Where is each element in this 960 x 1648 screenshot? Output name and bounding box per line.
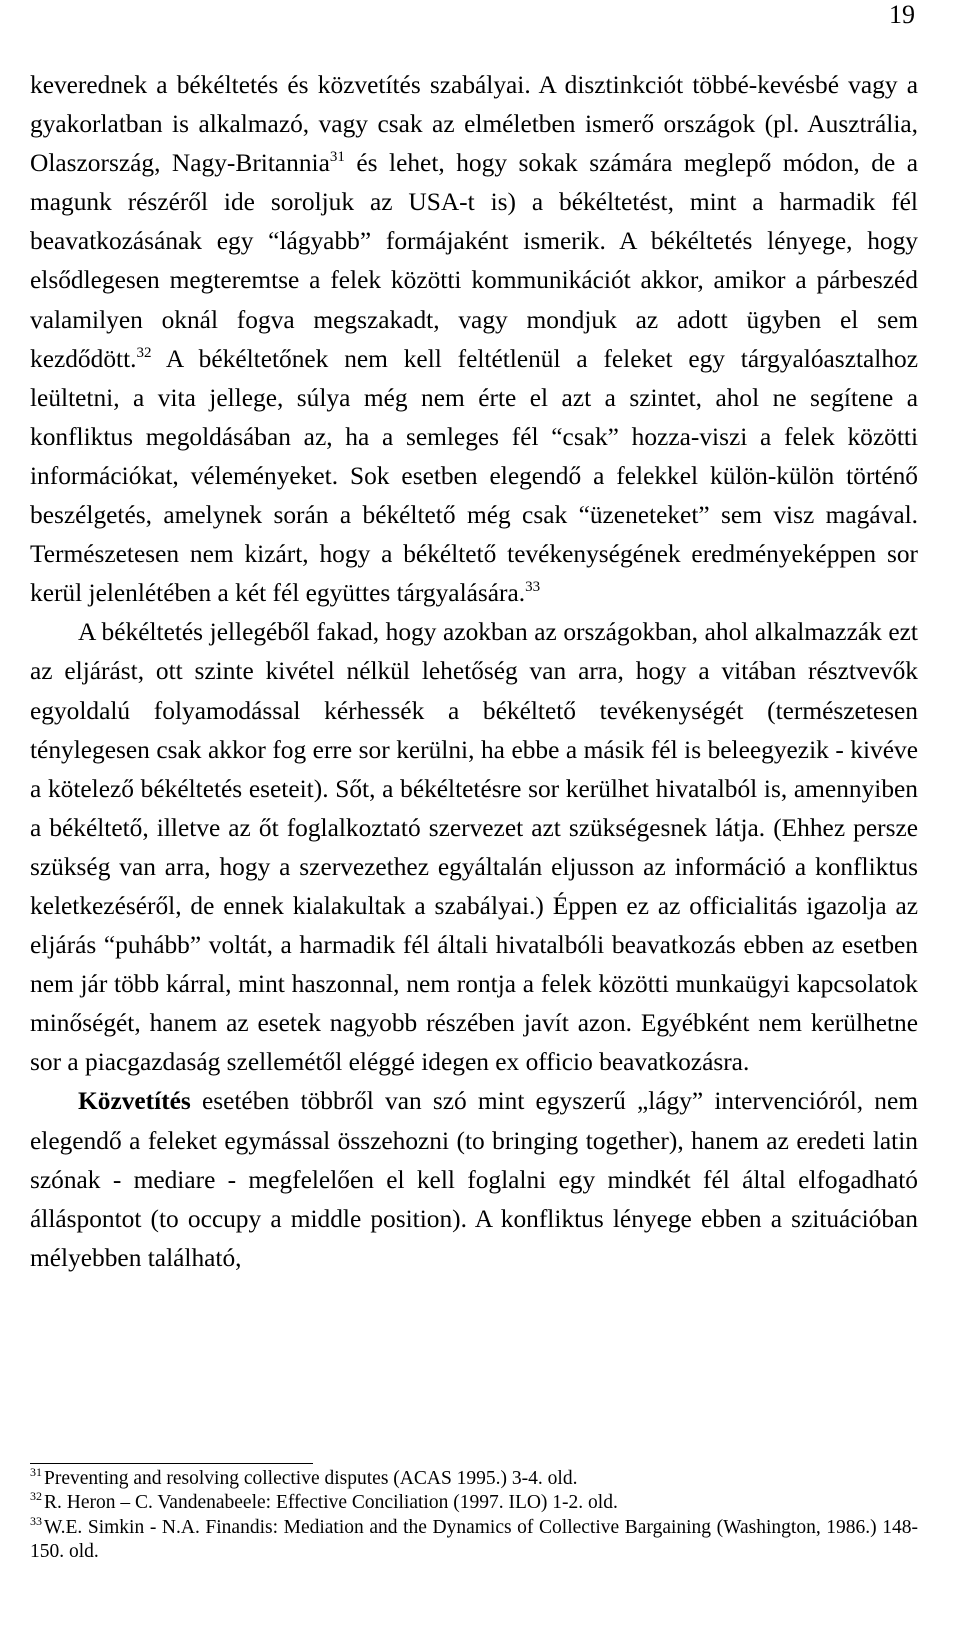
footnote-text: Preventing and resolving collective disputes (ACAS 1995.) 3-4. old.: [44, 1468, 578, 1489]
footnote-number: 33: [30, 1513, 42, 1528]
text-run: A békéltetőnek nem kell feltétlenül a feleket egy tárgyalóasztalhoz leültetni, a vita jellege, súlya még nem érte el azt a szintet, ahol ne segítene a konfliktus megoldásában az, ha a semleges fél “csak” hozza-viszi a felek közötti információkat, véleményeket. Sok esetben elegendő a felekkel külön-külön történő beszélgetés, amelynek során a békéltető még csak “üzeneteket” sem visz magával. Természetesen nem kizárt, hogy a békéltető tevékenységének eredményeképpen sor kerül jelenlétében a két fél együttes tárgyalására.: [30, 344, 918, 608]
bold-term: Közvetítés: [78, 1087, 191, 1116]
footnote-number: 31: [30, 1465, 42, 1479]
footnotes: [30, 1467, 918, 1564]
footnote-text: R. Heron – C. Vandenabeele: Effective Conciliation (1997. ILO) 1-2. old.: [44, 1492, 618, 1514]
text-run: és lehet, hogy sokak számára meglepő módon, de a magunk részéről ide soroljuk az USA-t is) a békéltetést, mint a harmadik fél beavatkozásának egy “lágyabb” formájaként ismerik. A békéltetés lényege, hogy elsődlegesen megteremtse a felek közötti kommunikációt akkor, amikor a párbeszéd valamilyen oknál fogva megszakadt, vagy mondjuk az adott ügyben el sem kezdődött.: [30, 149, 918, 373]
footnote-reference[interactable]: 31: [329, 149, 345, 166]
text-run: esetében többről van szó mint egyszerű „lágy” intervencióról, nem elegendő a feleket egymással összehozni (to bringing together), hanem az eredeti latin szónak - mediare - megfelelően el kell foglalni egy mindkét fél által elfogadható álláspontot (to occupy a middle position). A konfliktus lényege ebben a szituációban mélyebben található,: [30, 1087, 918, 1272]
footnote-separator: [30, 1463, 313, 1464]
footnote-number: 32: [30, 1489, 42, 1504]
footnote-reference[interactable]: 32: [136, 344, 152, 361]
text-run: A békéltetés jellegéből fakad, hogy azokban az országokban, ahol alkalmazzák ezt az eljárást, ott szinte kivétel nélkül lehetőség van arra, hogy a vitában résztvevők egyoldalú folyamodással kérhessék a békéltető tevékenységét (természetesen ténylegesen csak akkor fog erre sor kerülni, ha ebbe a másik fél is beleegyezik - kivéve a kötelező békéltetés eseteit). Sőt, a békéltetésre sor kerülhet hivatalból is, amennyiben a békéltető, illetve az őt foglalkoztató szervezet azt szükségesnek látja. (Ehhez persze szükség van arra, hogy a szervezethez egyáltalán eljusson az információ a konfliktus keletkezéséről, de ennek kialakultak a szabályai.) Éppen ez az officialitás igazolja az eljárás “puhább” voltát, a harmadik fél általi hivatalbóli beavatkozás ebben az esetben nem jár több kárral, mint haszonnal, nem rontja a felek közötti munkaügyi kapcsolatok minőségét, hanem az esetek nagyobb részében javít azon. Egyébként nem kerülhetne sor a piacgazdaság szellemétől eléggé idegen ex officio beavatkozásra.: [30, 618, 918, 1077]
body-text: [30, 66, 918, 1278]
text-run: keverednek a békéltetés és közvetítés szabályai. A disztinkciót többé-kevésbé vagy a gyakorlatban is alkalmazó, vagy csak az elméletben ismerő országok (pl. Ausztrália, Olaszország, Nagy-Britannia: [30, 71, 918, 178]
paragraph: [30, 1082, 918, 1277]
page-number: 19: [889, 0, 915, 29]
footnote-text: W.E. Simkin - N.A. Finandis: Mediation and the Dynamics of Collective Bargaining (Washington, 1986.) 148-150. old.: [30, 1516, 918, 1562]
paragraph: [30, 66, 918, 613]
footnote-reference[interactable]: 33: [525, 579, 541, 596]
paragraph: [30, 613, 918, 1082]
footnote: [30, 1467, 918, 1491]
footnote: [30, 1491, 918, 1515]
footnote: [30, 1513, 918, 1565]
